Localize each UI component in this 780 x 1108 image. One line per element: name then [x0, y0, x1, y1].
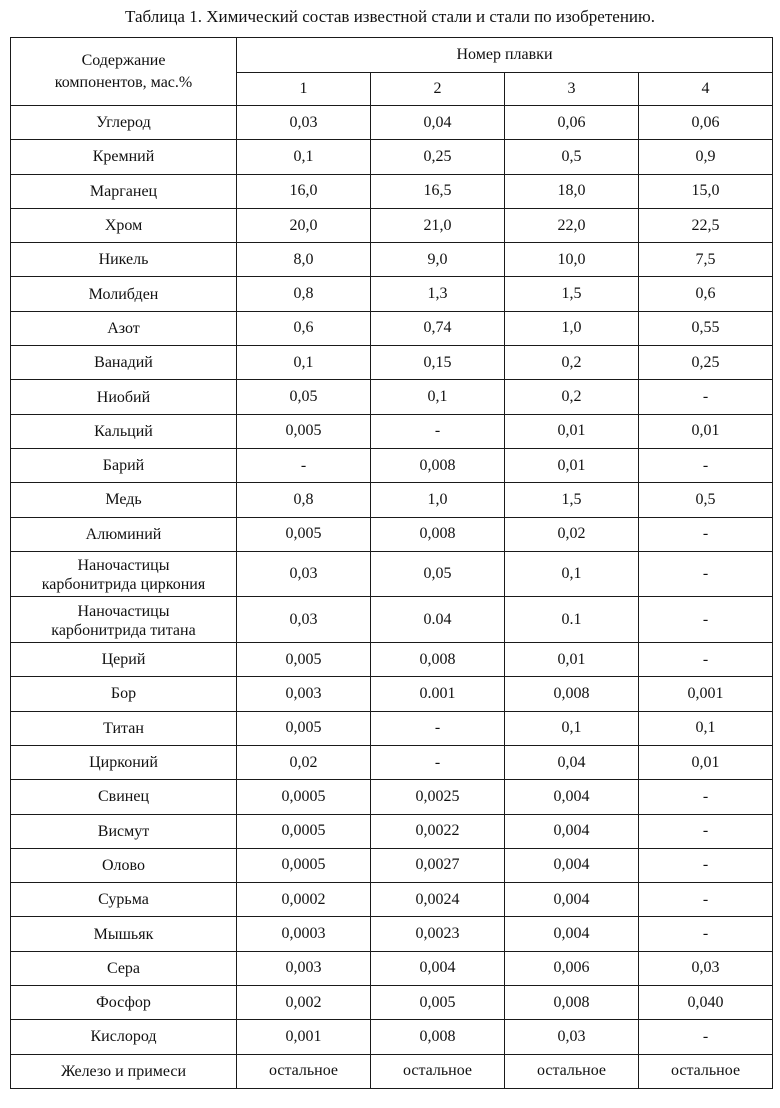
component-name-cell: Марганец — [11, 174, 237, 208]
value-cell-melt-3: 0,006 — [505, 951, 639, 985]
value-cell-melt-4: 0,5 — [639, 483, 773, 517]
value-cell-melt-2: - — [371, 711, 505, 745]
value-cell-melt-3: 0,004 — [505, 883, 639, 917]
value-cell-melt-2: 0,008 — [371, 517, 505, 551]
table-row — [11, 208, 773, 242]
component-name-cell — [11, 597, 237, 643]
value-cell-melt-2: 9,0 — [371, 243, 505, 277]
table-row — [11, 483, 773, 517]
value-cell-melt-4: остальное — [639, 1054, 773, 1088]
value-cell-melt-1: 0,003 — [237, 677, 371, 711]
component-name-cell: Титан — [11, 711, 237, 745]
component-name-cell: Медь — [11, 483, 237, 517]
value-cell-melt-3: 1,5 — [505, 277, 639, 311]
value-cell-melt-2: 0,04 — [371, 106, 505, 140]
value-cell-melt-4: 0,06 — [639, 106, 773, 140]
component-name-cell: Фосфор — [11, 986, 237, 1020]
value-cell-melt-3: 0,2 — [505, 380, 639, 414]
table-row — [11, 745, 773, 779]
value-cell-melt-1: 0,005 — [237, 643, 371, 677]
value-cell-melt-2: остальное — [371, 1054, 505, 1088]
value-cell-melt-4: - — [639, 917, 773, 951]
component-name-line2: карбонитрида титана — [51, 621, 196, 639]
value-cell-melt-1: 0,6 — [237, 311, 371, 345]
value-cell-melt-3: 0,1 — [505, 551, 639, 597]
table-row — [11, 848, 773, 882]
composition-table-body — [11, 106, 773, 1089]
component-name-cell: Молибден — [11, 277, 237, 311]
value-cell-melt-4: - — [639, 814, 773, 848]
value-cell-melt-3: 0,004 — [505, 814, 639, 848]
value-cell-melt-3: 0,008 — [505, 677, 639, 711]
value-cell-melt-1: 0,05 — [237, 380, 371, 414]
component-name-cell: Бор — [11, 677, 237, 711]
value-cell-melt-1: 0,1 — [237, 140, 371, 174]
value-cell-melt-3: 1,0 — [505, 311, 639, 345]
melt-header-3: 3 — [505, 73, 639, 106]
value-cell-melt-4: 22,5 — [639, 208, 773, 242]
composition-table — [10, 37, 773, 1089]
component-name-cell — [11, 551, 237, 597]
value-cell-melt-2: 21,0 — [371, 208, 505, 242]
value-cell-melt-3: 0,004 — [505, 848, 639, 882]
value-cell-melt-1: 16,0 — [237, 174, 371, 208]
value-cell-melt-3: 0,01 — [505, 643, 639, 677]
component-name-cell: Висмут — [11, 814, 237, 848]
value-cell-melt-3: 0,06 — [505, 106, 639, 140]
value-cell-melt-1: 8,0 — [237, 243, 371, 277]
value-cell-melt-2: 0,1 — [371, 380, 505, 414]
component-name-cell: Ниобий — [11, 380, 237, 414]
component-name-cell: Сурьма — [11, 883, 237, 917]
value-cell-melt-3: 0.1 — [505, 597, 639, 643]
value-cell-melt-4: 0,55 — [639, 311, 773, 345]
component-name-cell: Железо и примеси — [11, 1054, 237, 1088]
component-name-cell: Мышьяк — [11, 917, 237, 951]
table-row — [11, 414, 773, 448]
component-name-cell: Хром — [11, 208, 237, 242]
value-cell-melt-2: 0,008 — [371, 643, 505, 677]
value-cell-melt-2: 16,5 — [371, 174, 505, 208]
value-cell-melt-4: 0,001 — [639, 677, 773, 711]
value-cell-melt-3: 0,5 — [505, 140, 639, 174]
component-name-cell: Сера — [11, 951, 237, 985]
value-cell-melt-4: - — [639, 551, 773, 597]
value-cell-melt-1: 0,8 — [237, 277, 371, 311]
table-row — [11, 106, 773, 140]
value-cell-melt-2: 0,15 — [371, 346, 505, 380]
value-cell-melt-4: 0,1 — [639, 711, 773, 745]
value-cell-melt-3: 0,004 — [505, 917, 639, 951]
component-name-cell: Кремний — [11, 140, 237, 174]
table-row — [11, 643, 773, 677]
table-row — [11, 277, 773, 311]
value-cell-melt-1: 0,001 — [237, 1020, 371, 1054]
melt-number-header: Номер плавки — [237, 38, 773, 73]
value-cell-melt-1: 0,0002 — [237, 883, 371, 917]
value-cell-melt-1: 0,005 — [237, 517, 371, 551]
value-cell-melt-2: 0,0024 — [371, 883, 505, 917]
value-cell-melt-1: 0,0003 — [237, 917, 371, 951]
value-cell-melt-3: 0,2 — [505, 346, 639, 380]
value-cell-melt-1: 0,005 — [237, 711, 371, 745]
value-cell-melt-2: 0,008 — [371, 448, 505, 482]
value-cell-melt-2: 0.04 — [371, 597, 505, 643]
value-cell-melt-4: - — [639, 848, 773, 882]
value-cell-melt-1: 0,03 — [237, 106, 371, 140]
table-row — [11, 986, 773, 1020]
component-name-cell: Ванадий — [11, 346, 237, 380]
value-cell-melt-3: 0,004 — [505, 780, 639, 814]
value-cell-melt-4: - — [639, 1020, 773, 1054]
value-cell-melt-4: 0,040 — [639, 986, 773, 1020]
component-name-line1: Наночастицы — [77, 557, 170, 575]
table-row — [11, 380, 773, 414]
value-cell-melt-2: 0,008 — [371, 1020, 505, 1054]
value-cell-melt-3: 0,01 — [505, 448, 639, 482]
value-cell-melt-4: 0,25 — [639, 346, 773, 380]
value-cell-melt-4: - — [639, 448, 773, 482]
value-cell-melt-3: остальное — [505, 1054, 639, 1088]
value-cell-melt-2: 1,0 — [371, 483, 505, 517]
table-row — [11, 174, 773, 208]
value-cell-melt-4: 7,5 — [639, 243, 773, 277]
value-cell-melt-3: 10,0 — [505, 243, 639, 277]
value-cell-melt-2: 0.001 — [371, 677, 505, 711]
value-cell-melt-1: остальное — [237, 1054, 371, 1088]
value-cell-melt-2: 0,0022 — [371, 814, 505, 848]
value-cell-melt-3: 0,008 — [505, 986, 639, 1020]
table-caption: Таблица 1. Химический состав известной стали и стали по изобретению. — [125, 7, 655, 26]
value-cell-melt-4: 0,03 — [639, 951, 773, 985]
component-column-header — [11, 38, 237, 106]
value-cell-melt-3: 18,0 — [505, 174, 639, 208]
table-row — [11, 780, 773, 814]
value-cell-melt-1: 0,8 — [237, 483, 371, 517]
value-cell-melt-4: - — [639, 517, 773, 551]
value-cell-melt-1: 0,0005 — [237, 780, 371, 814]
value-cell-melt-4: 0,01 — [639, 414, 773, 448]
table-row — [11, 448, 773, 482]
value-cell-melt-4: 15,0 — [639, 174, 773, 208]
table-row — [11, 346, 773, 380]
value-cell-melt-1: - — [237, 448, 371, 482]
value-cell-melt-4: - — [639, 883, 773, 917]
component-name-cell: Цирконий — [11, 745, 237, 779]
value-cell-melt-3: 0,02 — [505, 517, 639, 551]
value-cell-melt-4: - — [639, 643, 773, 677]
component-name-cell: Олово — [11, 848, 237, 882]
value-cell-melt-1: 0,002 — [237, 986, 371, 1020]
value-cell-melt-2: 0,25 — [371, 140, 505, 174]
component-name-cell: Никель — [11, 243, 237, 277]
value-cell-melt-2: 0,0023 — [371, 917, 505, 951]
value-cell-melt-3: 22,0 — [505, 208, 639, 242]
value-cell-melt-2: - — [371, 414, 505, 448]
table-row — [11, 1020, 773, 1054]
table-row — [11, 551, 773, 597]
table-row — [11, 243, 773, 277]
component-name-cell: Алюминий — [11, 517, 237, 551]
value-cell-melt-1: 20,0 — [237, 208, 371, 242]
value-cell-melt-2: 0,0027 — [371, 848, 505, 882]
melt-header-2: 2 — [371, 73, 505, 106]
table-row — [11, 951, 773, 985]
table-row — [11, 1054, 773, 1088]
component-name-cell: Углерод — [11, 106, 237, 140]
value-cell-melt-4: 0,6 — [639, 277, 773, 311]
component-name-line2: карбонитрида циркония — [41, 576, 206, 594]
table-row — [11, 311, 773, 345]
value-cell-melt-3: 1,5 — [505, 483, 639, 517]
table-row — [11, 711, 773, 745]
value-cell-melt-2: 0,004 — [371, 951, 505, 985]
value-cell-melt-3: 0,1 — [505, 711, 639, 745]
value-cell-melt-1: 0,03 — [237, 597, 371, 643]
table-row — [11, 597, 773, 643]
value-cell-melt-3: 0,04 — [505, 745, 639, 779]
value-cell-melt-2: 0,005 — [371, 986, 505, 1020]
value-cell-melt-3: 0,03 — [505, 1020, 639, 1054]
table-row — [11, 140, 773, 174]
component-header-line1: Содержание — [81, 51, 166, 69]
value-cell-melt-1: 0,005 — [237, 414, 371, 448]
value-cell-melt-4: 0,9 — [639, 140, 773, 174]
value-cell-melt-2: 1,3 — [371, 277, 505, 311]
component-name-cell: Кислород — [11, 1020, 237, 1054]
value-cell-melt-1: 0,03 — [237, 551, 371, 597]
value-cell-melt-1: 0,0005 — [237, 848, 371, 882]
table-row — [11, 814, 773, 848]
value-cell-melt-1: 0,1 — [237, 346, 371, 380]
table-row — [11, 677, 773, 711]
component-header-line2: компонентов, мас.% — [54, 73, 193, 91]
table-row — [11, 917, 773, 951]
melt-header-4: 4 — [639, 73, 773, 106]
value-cell-melt-4: - — [639, 380, 773, 414]
table-row — [11, 517, 773, 551]
component-name-cell: Церий — [11, 643, 237, 677]
value-cell-melt-2: 0,05 — [371, 551, 505, 597]
value-cell-melt-4: - — [639, 780, 773, 814]
value-cell-melt-2: 0,0025 — [371, 780, 505, 814]
value-cell-melt-2: 0,74 — [371, 311, 505, 345]
component-name-cell: Барий — [11, 448, 237, 482]
component-name-cell: Азот — [11, 311, 237, 345]
value-cell-melt-1: 0,0005 — [237, 814, 371, 848]
melt-header-1: 1 — [237, 73, 371, 106]
value-cell-melt-3: 0,01 — [505, 414, 639, 448]
value-cell-melt-4: 0,01 — [639, 745, 773, 779]
component-name-cell: Свинец — [11, 780, 237, 814]
value-cell-melt-4: - — [639, 597, 773, 643]
value-cell-melt-1: 0,02 — [237, 745, 371, 779]
table-row — [11, 883, 773, 917]
component-name-cell: Кальций — [11, 414, 237, 448]
value-cell-melt-1: 0,003 — [237, 951, 371, 985]
value-cell-melt-2: - — [371, 745, 505, 779]
component-name-line1: Наночастицы — [77, 602, 170, 620]
